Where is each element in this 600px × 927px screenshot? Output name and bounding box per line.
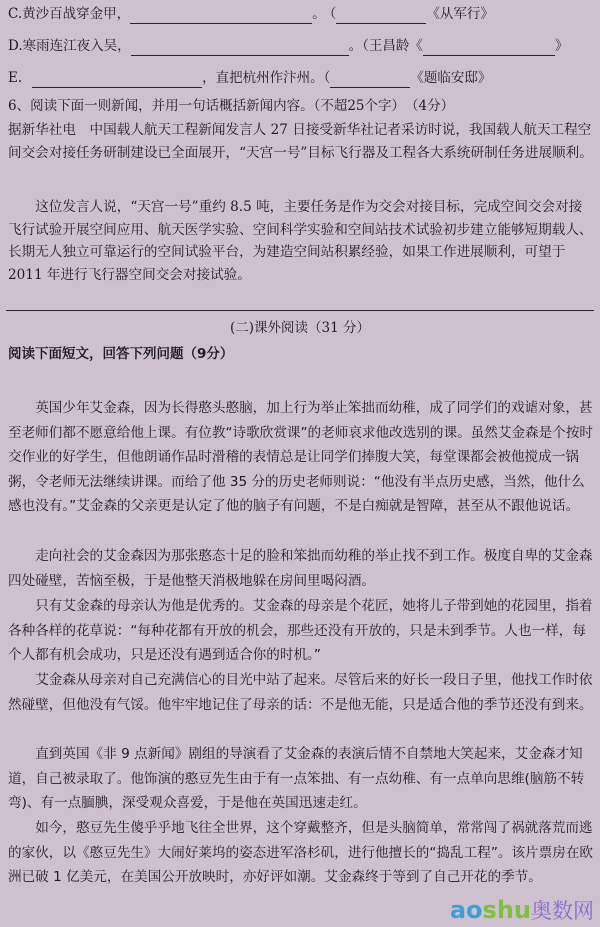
- site-watermark-logo: aoshu奥数网: [449, 896, 594, 924]
- story-paragraph-5: 直到英国《非 9 点新闻》剧组的导演看了艾金森的表演后情不自禁地大笑起来，艾金森才知道，自己被录取了。他饰演的憨豆先生由于有一点笨拙、有一点幼稚、有一点单向思维(脑筋不转弯)、有一点腼腆，深受观众喜爱，于是他在英国迅速走红。: [8, 746, 585, 812]
- reading-instruction: 阅读下面短文，回答下列问题（9分）: [8, 346, 234, 362]
- story-paragraph-2: 走向社会的艾金森因为那张憨态十足的脸和笨拙而幼稚的举止找不到工作。极度自卑的艾金森四处碰壁，苦恼至极，于是他整天消极地躲在房间里喝闷酒。: [8, 548, 593, 589]
- story-paragraph-1: 英国少年艾金森，因为长得憨头憨脑，加上行为举止笨拙而幼稚，成了同学们的戏谑对象，甚至老师们都不愿意给他上课。有位教“诗歌欣赏课”的老师哀求他改选别的课。虽然艾金森是个按时交作业的好学生，但他朗诵作品时滑稽的表情总是让同学们捧腹大笑，每堂课都会被他搅成一锅粥，令老师无法继续讲课。而给了他 35 分的历史老师则说：“他没有半点历史感，当然，他什么感也没有。”艾金森的父亲更是认定了他的脑子有问题，不是白痴就是智障，甚至从不跟他说话。: [8, 400, 594, 515]
- answer-blank-e[interactable]: [32, 73, 202, 88]
- answer-blank-d[interactable]: [131, 41, 349, 56]
- story-paragraph-6: 如今，憨豆先生傻乎乎地飞往全世界，这个穿戴整齐，但是头脑简单，常常闯了祸就落荒而逃的家伙，以《憨豆先生》大闹好莱坞的姿态进军洛杉矶，进行他擅长的“捣乱工程”。该片票房在欧洲已破 1 亿美元，在美国公开放映时，亦好评如潮。艾金森终于等到了自己开花的季节。: [8, 820, 594, 886]
- answer-blank-d-title[interactable]: [423, 41, 555, 56]
- news-paragraph-2: 这位发言人说，“天宫一号”重约 8.5 吨，主要任务是作为交会对接目标，完成空间交会对接飞行试验开展空间应用、航天医学实验、空间科学实验和空间站技术试验初步建立能够短期载人、长期无人独立可靠运行的空间试验平台，为建造空间站积累经验，如果工作进展顺利，可望于 2011 年进行飞行器空间交会对接试验。: [8, 199, 593, 283]
- story-paragraph-3: 只有艾金森的母亲认为他是优秀的。艾金森的母亲是个花匠，她将儿子带到她的花园里，指着各种各样的花草说：“每种花都有开放的机会，那些还没有开放的，只是未到季节。人也一样，每个人都有机会成功，只是还没有遇到适合你的时机。”: [8, 598, 593, 664]
- question-6-title: 6、阅读下面一则新闻，并用一句话概括新闻内容。（不超25个字） （4分）: [8, 98, 455, 114]
- question-e: E. ，直把杭州作汴州。（ 《题临安邸》: [8, 70, 492, 86]
- answer-blank-c[interactable]: [130, 9, 312, 24]
- answer-line[interactable]: [6, 310, 594, 311]
- story-paragraph-4: 艾金森从母亲对自己充满信心的目光中站了起来。尽管后来的好长一段日子里，他找工作时依然碰壁，但他没有气馁。他牢牢地记住了母亲的话：不是他无能，只是适合他的季节还没有到来。: [8, 672, 593, 713]
- answer-blank-e-author[interactable]: [330, 73, 410, 88]
- news-paragraph-1: 据新华社电 中国载人航天工程新闻发言人 27 日接受新华社记者采访时说，我国载人航天工程空间交会对接任务研制建设已全面展开，“天宫一号”目标飞行器及工程各大系统研制任务进展顺利。: [8, 122, 593, 161]
- section-2-heading: (二)课外阅读（31 分）: [229, 320, 370, 336]
- answer-blank-c-author[interactable]: [336, 9, 426, 24]
- question-d: D.寒雨连江夜入吴， 。（王昌龄《 》: [8, 38, 569, 54]
- question-c: C.黄沙百战穿金甲， 。 （ 《从军行》: [8, 6, 494, 22]
